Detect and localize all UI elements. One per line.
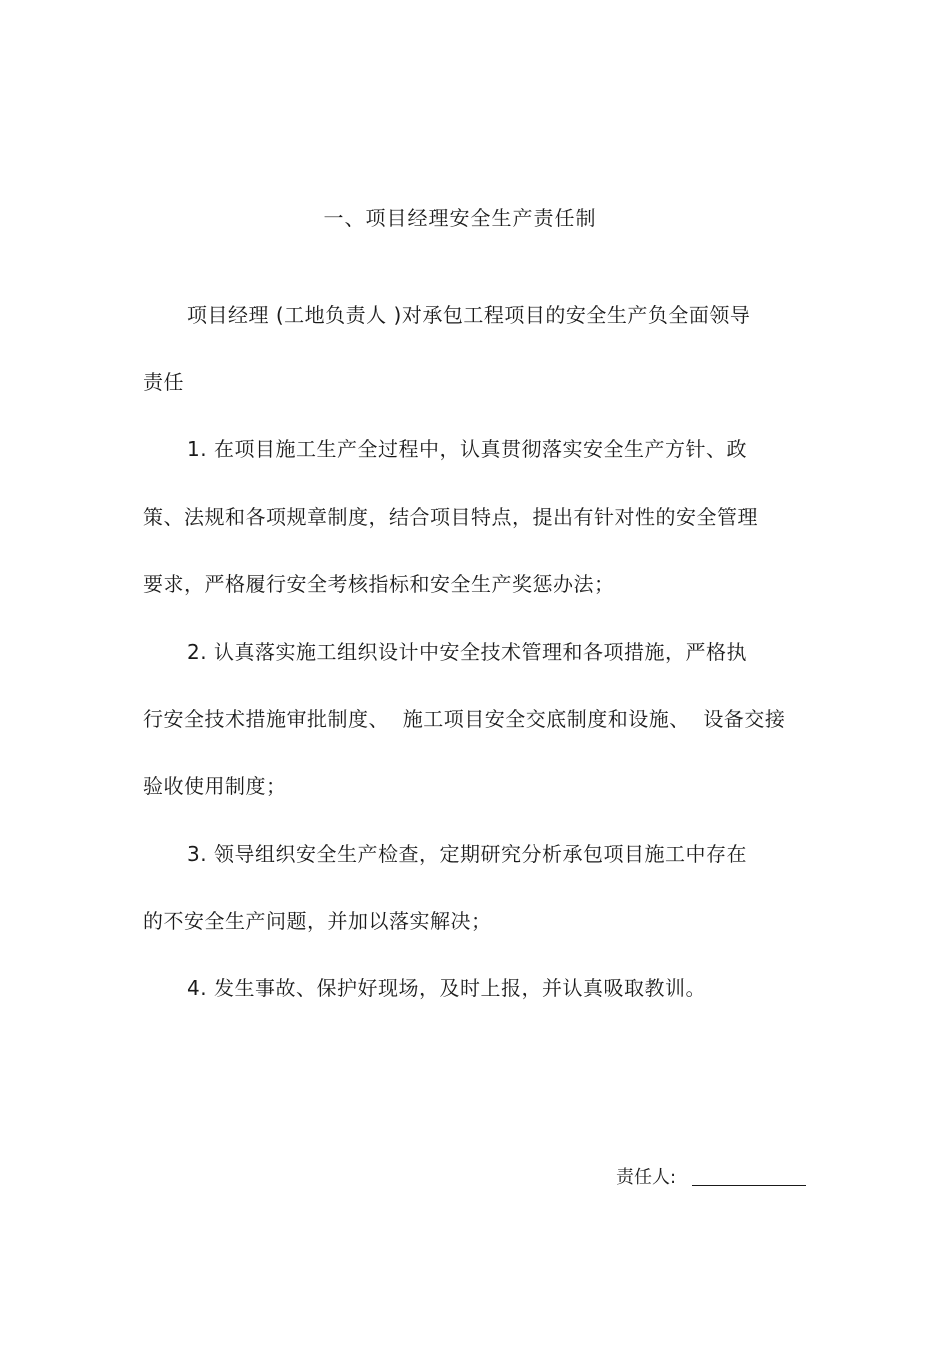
paragraph-line: 2. 认真落实施工组织设计中安全技术管理和各项措施，严格执 — [187, 640, 747, 664]
paragraph-line: 4. 发生事故、保护好现场，及时上报，并认真吸取教训。 — [187, 976, 706, 1000]
paragraph-line: 要求，严格履行安全考核指标和安全生产奖惩办法； — [143, 572, 615, 596]
paragraph-line: 的不安全生产问题，并加以落实解决； — [143, 909, 492, 933]
paragraph-line: 行安全技术措施审批制度、 施工项目安全交底制度和设施、 设备交接 — [143, 707, 786, 731]
paragraph-line: 1. 在项目施工生产全过程中，认真贯彻落实安全生产方针、政 — [187, 437, 747, 461]
signature-blank-line — [692, 1185, 806, 1186]
document-title: 一、项目经理安全生产责任制 — [323, 206, 597, 230]
paragraph-line: 验收使用制度； — [143, 774, 287, 798]
signature-label: 责任人: — [616, 1167, 677, 1188]
paragraph-line: 责任 — [143, 370, 184, 394]
paragraph-line: 项目经理 (工地负责人 )对承包工程项目的安全生产负全面领导 — [187, 303, 751, 327]
paragraph-line: 策、法规和各项规章制度，结合项目特点，提出有针对性的安全管理 — [143, 505, 758, 529]
paragraph-line: 3. 领导组织安全生产检查，定期研究分析承包项目施工中存在 — [187, 842, 747, 866]
